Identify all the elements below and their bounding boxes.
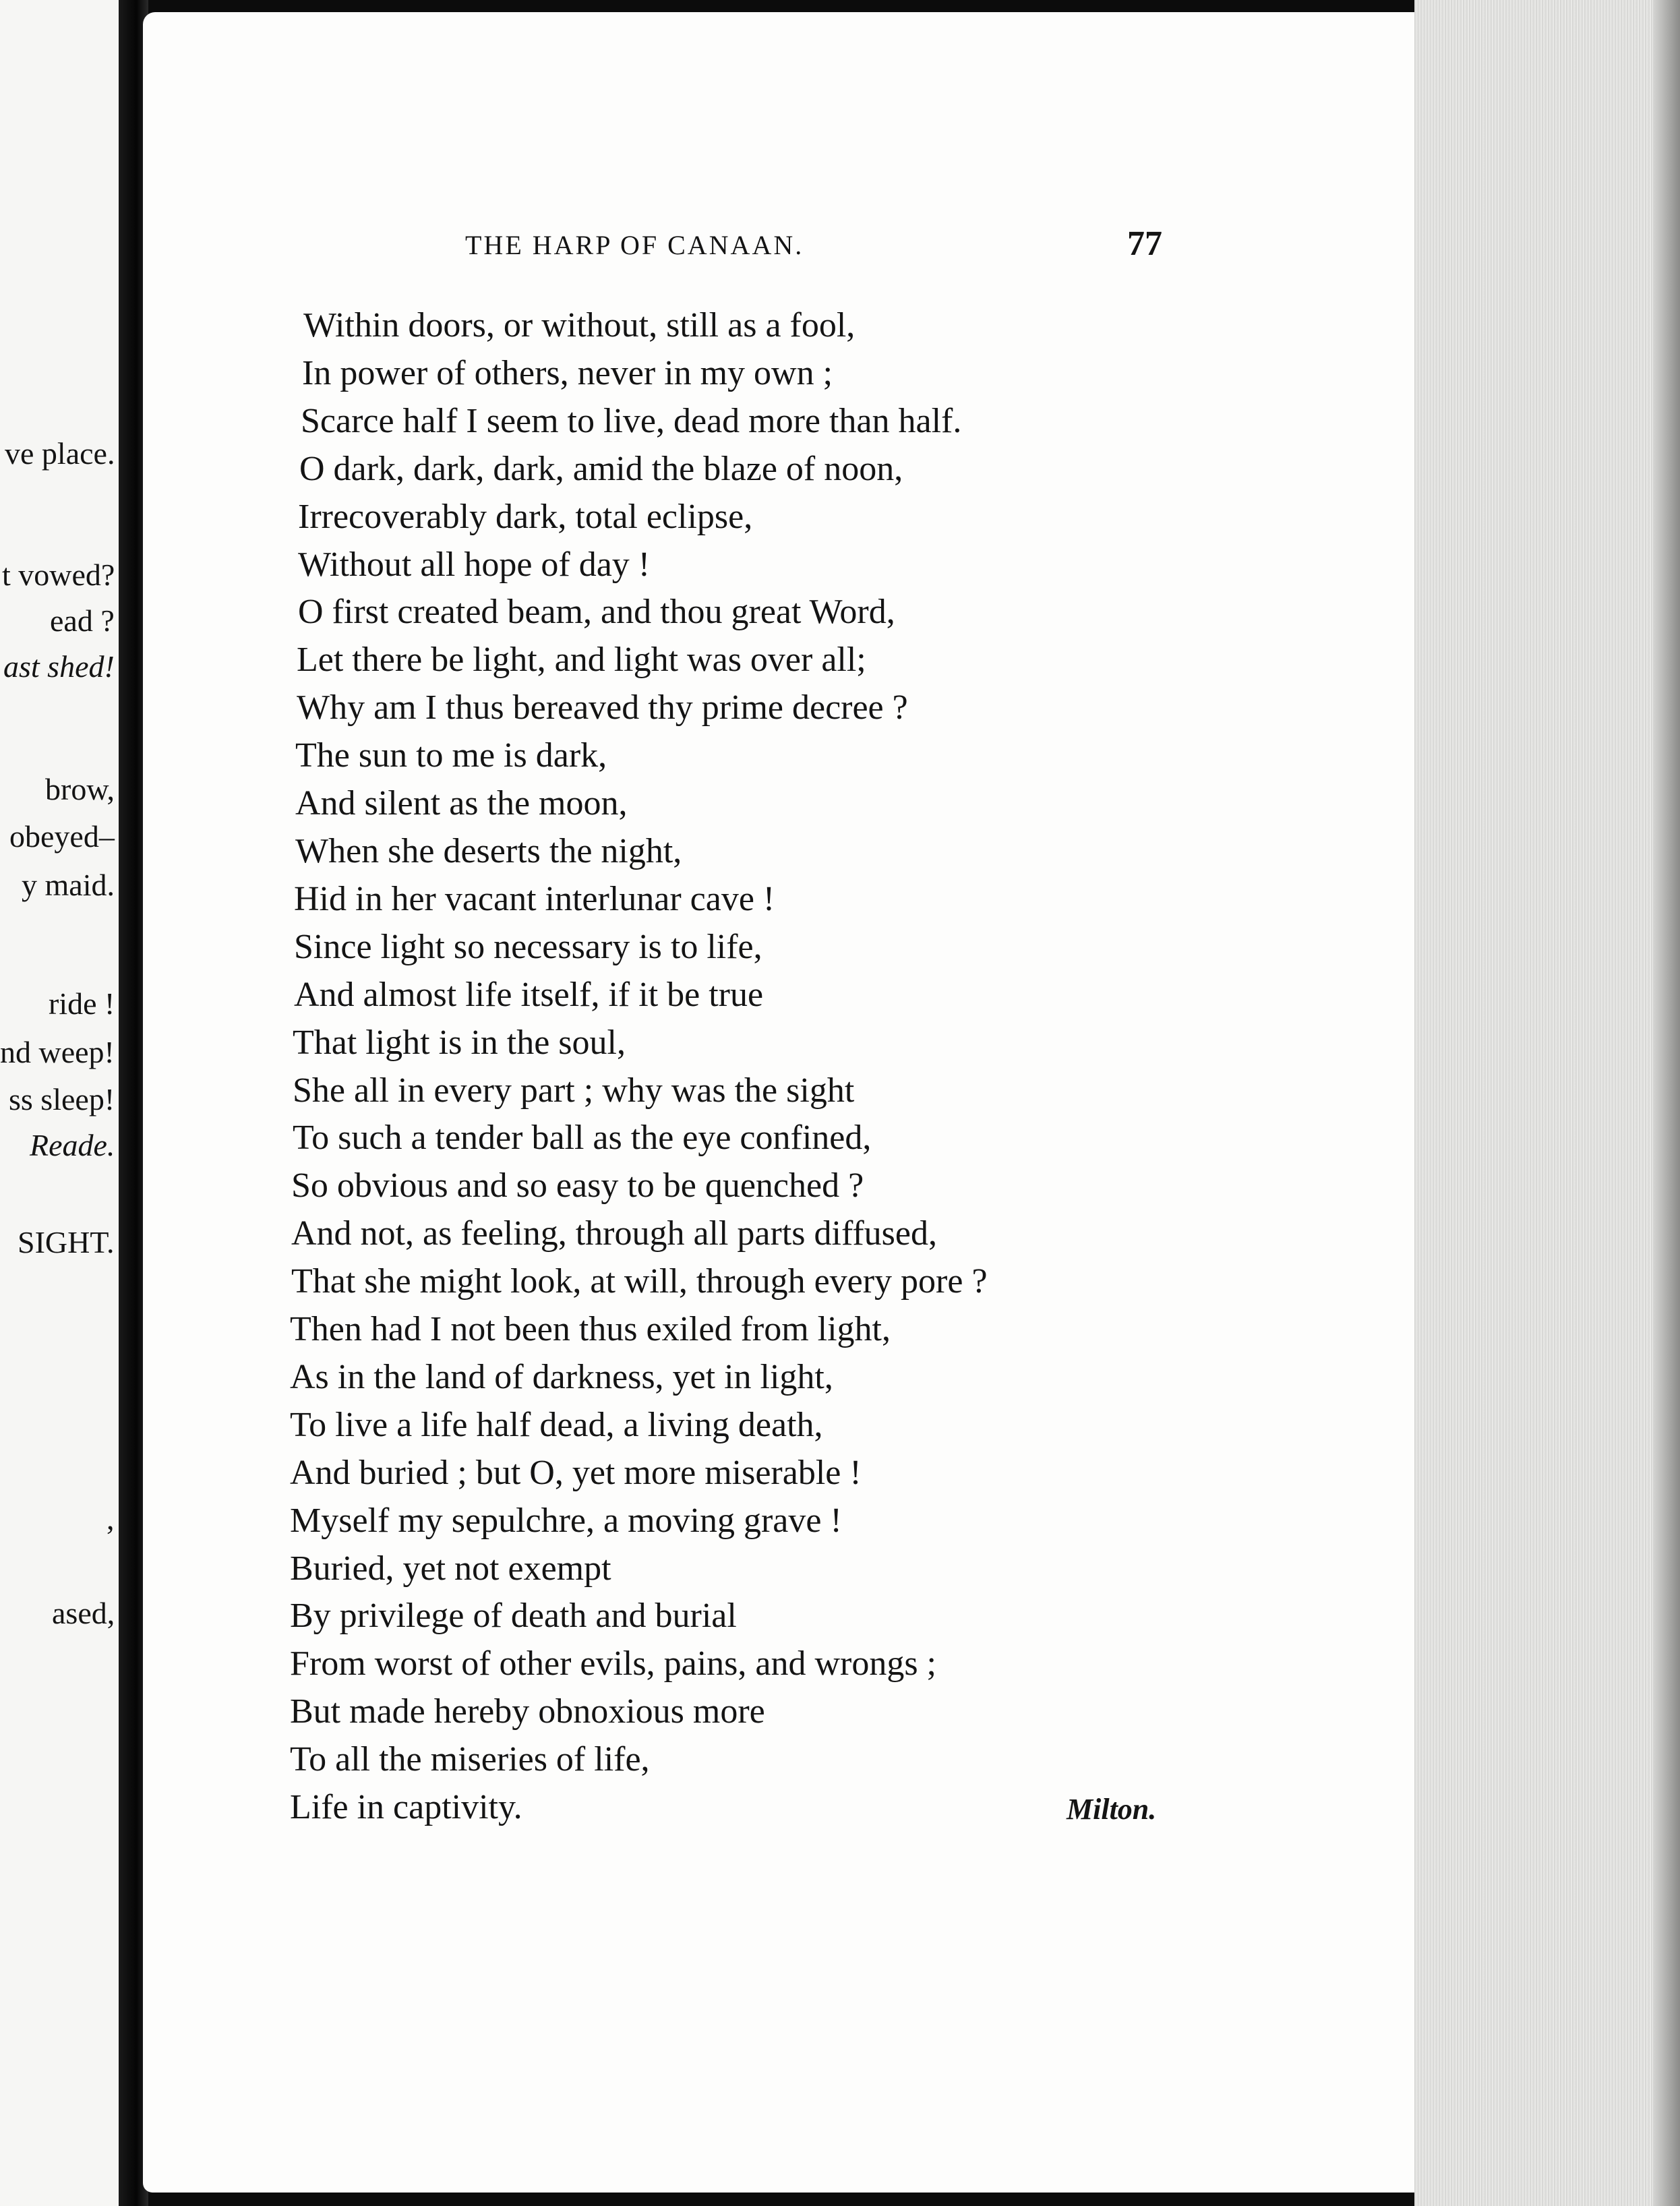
poem-line: Hid in her vacant interlunar cave ! <box>294 879 775 918</box>
poem-line: Without all hope of day ! <box>298 545 651 584</box>
poem-line: And almost life itself, if it be true <box>294 975 764 1014</box>
poem-line: And not, as feeling, through all parts diffused, <box>291 1214 937 1253</box>
poem-line: To such a tender ball as the eye confined, <box>293 1119 872 1158</box>
poem-line: Within doors, or without, still as a fool, <box>303 306 856 345</box>
poem-line: Myself my sepulchre, a moving grave ! <box>290 1501 842 1540</box>
poem-line: Buried, yet not exempt <box>290 1549 611 1588</box>
poem-line: And silent as the moon, <box>295 784 628 823</box>
left-page-text-fragment: , <box>107 1501 115 1536</box>
page-edges <box>1414 0 1680 2206</box>
running-head: THE HARP OF CANAAN. <box>465 230 804 260</box>
page-number: 77 <box>1127 225 1162 263</box>
poem-attribution: Milton. <box>1067 1793 1157 1826</box>
poem-line: Why am I thus bereaved thy prime decree ? <box>297 688 908 727</box>
poem-line: Irrecoverably dark, total eclipse, <box>298 497 753 536</box>
poem-line: Then had I not been thus exiled from light, <box>290 1310 891 1349</box>
poem-line: But made hereby obnoxious more <box>290 1692 765 1731</box>
poem-line: That she might look, at will, through every pore ? <box>291 1262 988 1301</box>
left-page-text-fragment: SIGHT. <box>18 1225 115 1259</box>
left-page-text-fragment: ased, <box>52 1596 115 1630</box>
poem-line: The sun to me is dark, <box>295 736 607 775</box>
poem-line: Scarce half I seem to live, dead more than half. <box>301 401 962 440</box>
left-page-text-fragment: t vowed? <box>2 558 115 592</box>
left-page-text-fragment: obeyed– <box>9 819 115 854</box>
poem-line: To all the miseries of life, <box>290 1740 650 1779</box>
poem-line: Since light so necessary is to life, <box>294 927 762 966</box>
poem-body <box>290 302 1301 1832</box>
left-page-text-fragment: ast shed! <box>3 649 115 684</box>
poem-line: So obvious and so easy to be quenched ? <box>291 1166 864 1205</box>
poem-line: Life in captivity. <box>290 1788 522 1827</box>
left-page-text-fragment: ss sleep! <box>9 1082 115 1116</box>
poem-line: O dark, dark, dark, amid the blaze of noon, <box>299 449 903 488</box>
left-page-text-fragment: ve place. <box>5 436 115 471</box>
left-page-text-fragment: y maid. <box>22 868 115 902</box>
poem-line: From worst of other evils, pains, and wrongs ; <box>290 1644 937 1683</box>
poem-line: When she deserts the night, <box>295 831 682 870</box>
poem-line: And buried ; but O, yet more miserable ! <box>290 1453 862 1492</box>
left-page-text-fragment: brow, <box>45 772 115 806</box>
poem-line: Let there be light, and light was over all; <box>297 640 866 680</box>
poem-line: In power of others, never in my own ; <box>302 353 833 392</box>
poem-line: By privilege of death and burial <box>290 1597 737 1636</box>
poem-line: That light is in the soul, <box>293 1023 626 1062</box>
poem-line: She all in every part ; why was the sight <box>293 1071 855 1110</box>
left-page-text-fragment: nd weep! <box>0 1035 115 1069</box>
left-page-text-fragment: ead ? <box>50 603 115 638</box>
poem-line: As in the land of darkness, yet in light, <box>290 1357 833 1396</box>
poem-line: O first created beam, and thou great Word, <box>298 593 895 632</box>
poem-line: To live a life half dead, a living death, <box>290 1405 823 1444</box>
left-page-text-fragment: Reade. <box>30 1128 115 1162</box>
left-page-fragment <box>0 0 119 2206</box>
left-page-text-fragment: ride ! <box>49 986 115 1021</box>
